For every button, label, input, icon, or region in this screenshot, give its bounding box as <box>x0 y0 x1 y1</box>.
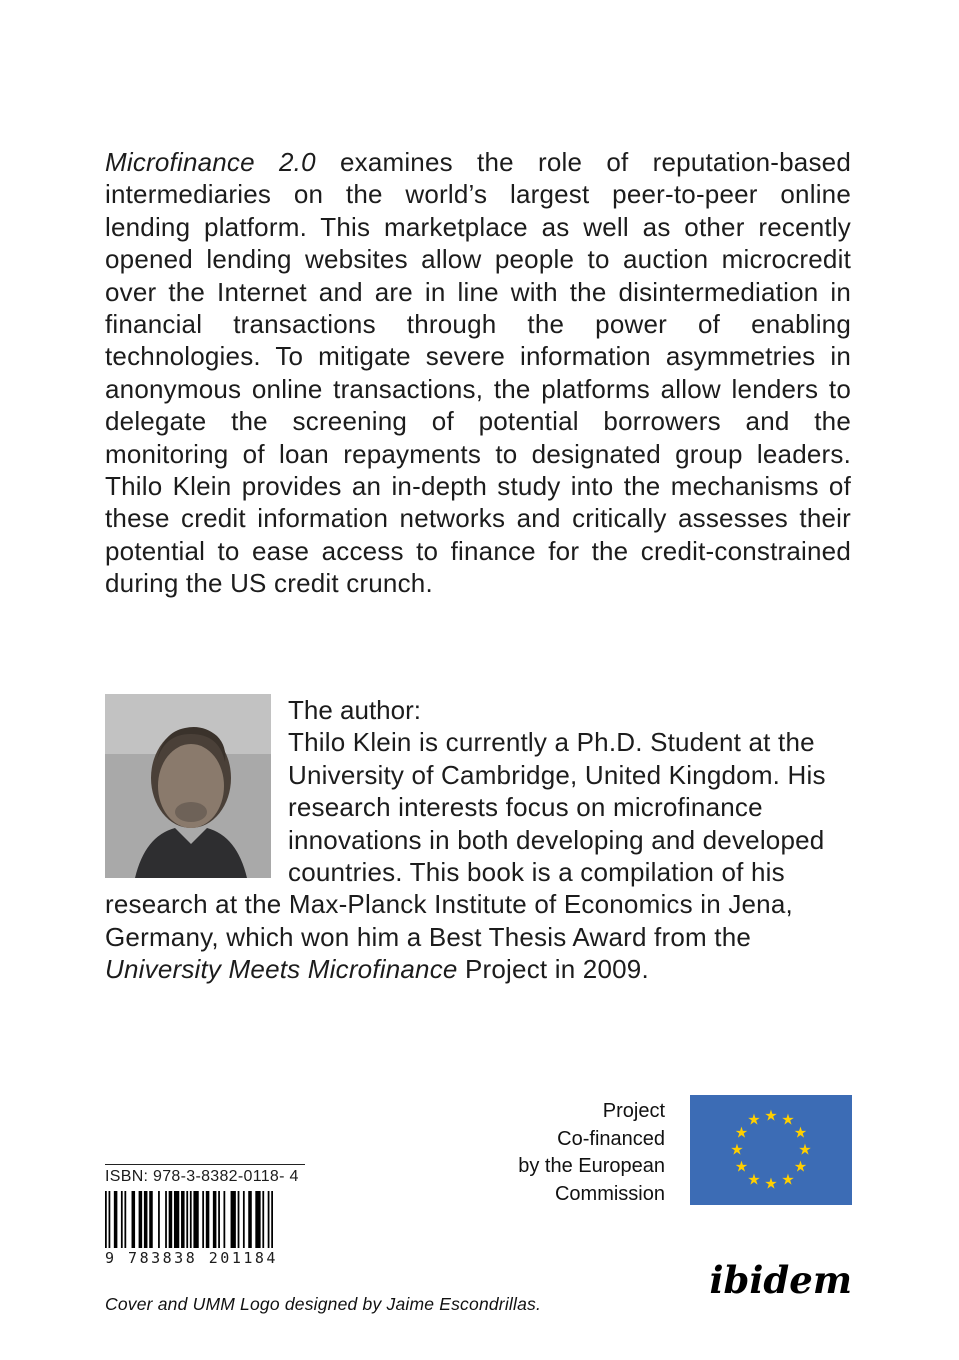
eu-flag-star-icon: ★ <box>734 1124 749 1142</box>
author-heading: The author: <box>288 695 421 725</box>
funding-line-4: Commission <box>554 1182 665 1205</box>
isbn-digits: 9 783838 201184 <box>105 1249 278 1267</box>
funding-line-2: Co-financed <box>557 1127 665 1150</box>
isbn-label: ISBN: 978-3-8382-0118- 4 <box>105 1164 305 1186</box>
eu-funding-statement <box>405 1098 665 1208</box>
eu-flag-star-icon: ★ <box>764 1107 778 1125</box>
author-silhouette-icon <box>105 694 271 878</box>
description-text: examines the role of reputation-based intermediaries on the world’s largest peer-to-peer online lending platform. This marketplace as well as other recently opened lending websites allow people to auction microcredit over the Internet and are in line with the disintermediation in financial transactions through the power of enabling technologies. To mitigate severe information asymmetries in anonymous online transactions, the platforms allow lenders to delegate the screening of potential borrowers and the monitoring of loan repayments to designated group leaders. Thilo Klein provides an in-depth study into the mechanisms of these credit information networks and critically assesses their potential to ease access to finance for the credit-constrained during the US credit crunch. <box>105 147 851 599</box>
eu-flag-star-icon: ★ <box>781 1171 795 1189</box>
author-photo <box>105 694 271 878</box>
publisher-logo-ibidem: ibidem <box>709 1258 852 1302</box>
isbn-block <box>105 1164 305 1267</box>
eu-flag-star-icon: ★ <box>793 1124 808 1142</box>
umm-project-name: University Meets Microfinance <box>105 954 458 985</box>
eu-flag-star-icon: ★ <box>747 1111 761 1129</box>
book-description <box>105 146 851 600</box>
eu-flag-star-icon: ★ <box>781 1111 795 1129</box>
eu-flag-star-icon: ★ <box>734 1158 749 1176</box>
eu-flag <box>690 1095 852 1205</box>
funding-line-1: Project <box>602 1100 665 1122</box>
eu-flag-star-icon: ★ <box>747 1171 761 1189</box>
author-section <box>105 694 851 986</box>
author-bio-text-2: Project in 2009. <box>457 954 649 985</box>
eu-flag-star-icon: ★ <box>798 1141 812 1159</box>
eu-flag-star-icon: ★ <box>730 1141 744 1159</box>
author-bio-text-1: Thilo Klein is currently a Ph.D. Student at the University of Cambridge, United Kingdom. His research interests focus on microfinance innovations in both developing and developed countries. This book is a compilation of his research at the Max-Planck Institute of Economics in Jena, Germany, which won him a Best Thesis Award from the <box>105 727 826 952</box>
funding-line-3: by the European <box>518 1155 665 1177</box>
eu-flag-star-icon: ★ <box>793 1158 808 1176</box>
book-title-inline: Microfinance 2.0 <box>105 147 316 177</box>
cover-design-credit: Cover and UMM Logo designed by Jaime Escondrillas. <box>105 1294 542 1314</box>
eu-flag-star-icon: ★ <box>764 1175 778 1193</box>
isbn-barcode <box>105 1191 273 1248</box>
